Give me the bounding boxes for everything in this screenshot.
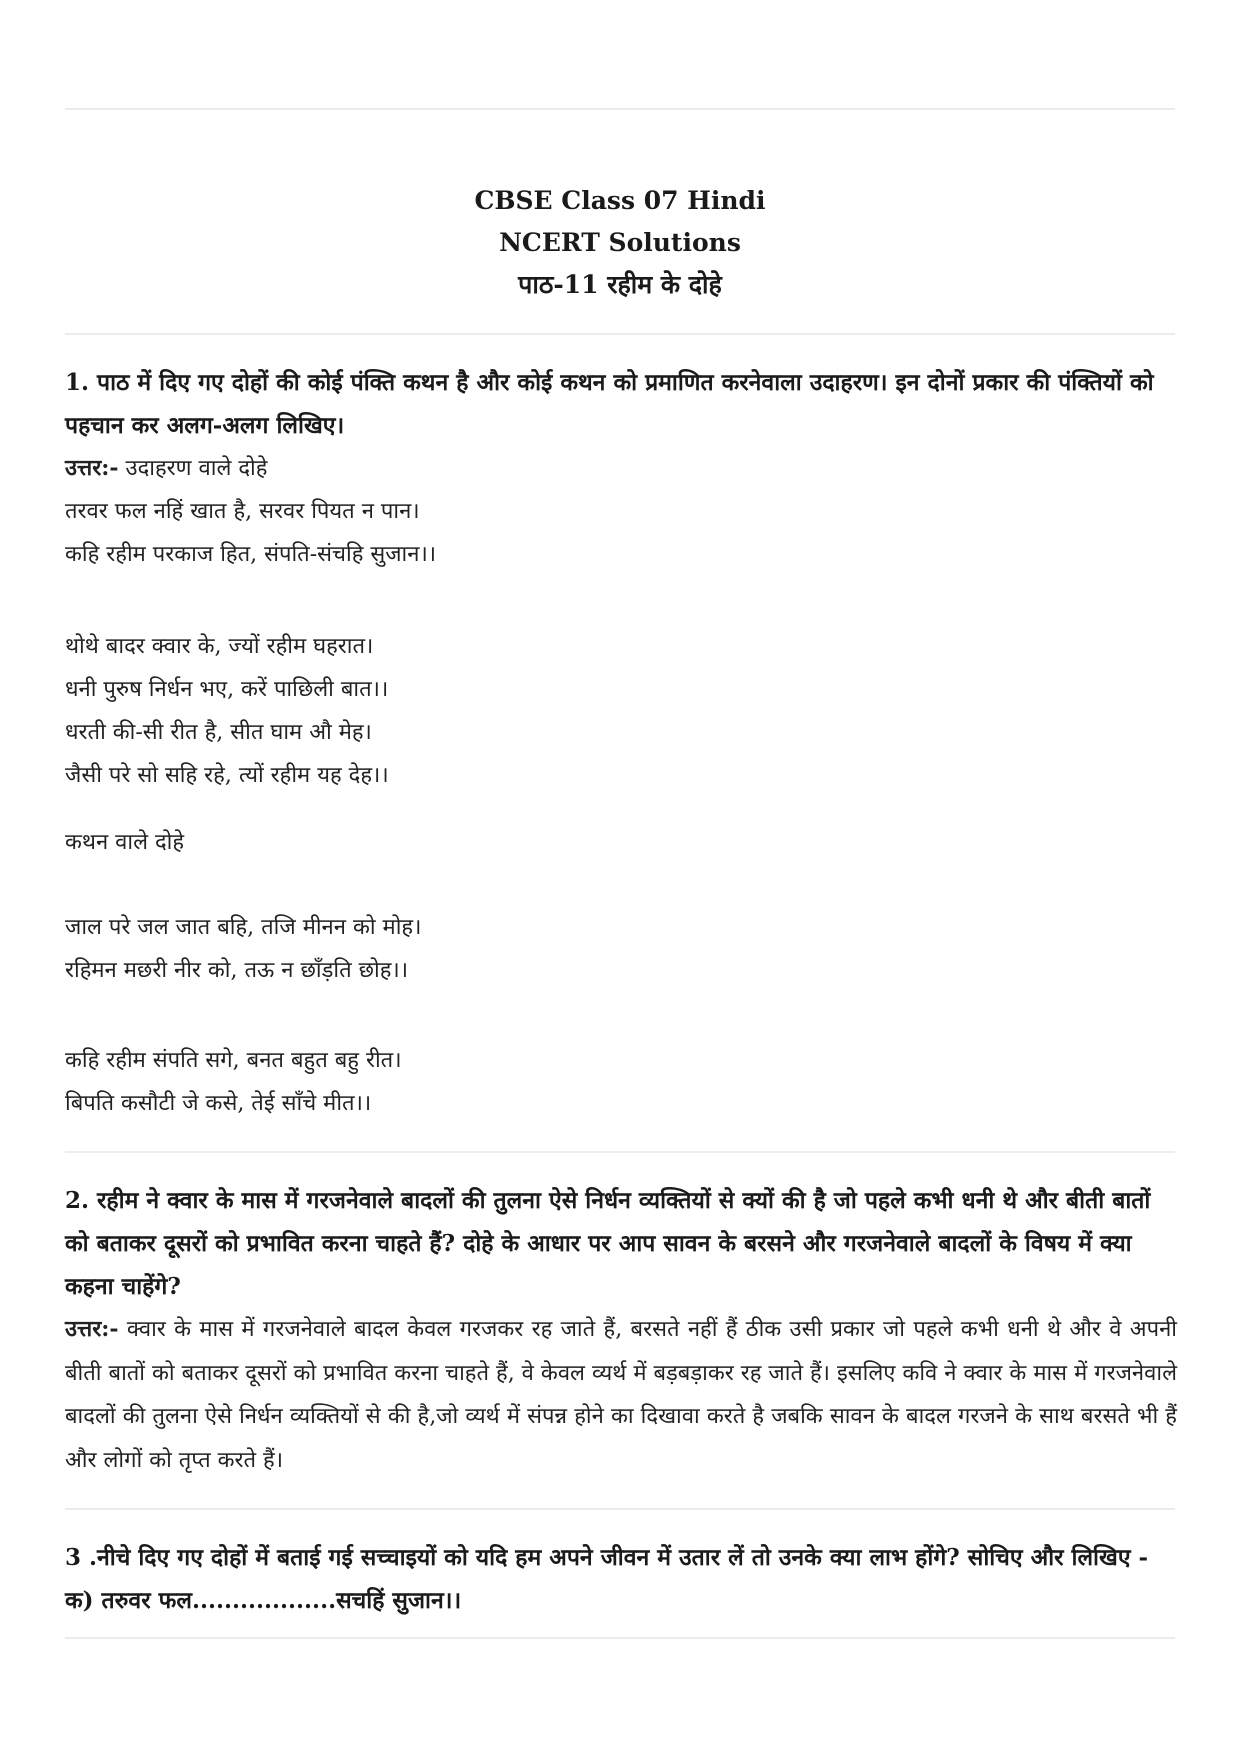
verse-line: थोथे बादर क्वार के, ज्यों रहीम घहरात। (65, 634, 374, 659)
verse-line: रहिमन मछरी नीर को, तऊ न छाँड़ति छोह।। (65, 958, 409, 983)
statement-couplets-a (65, 906, 1177, 992)
divider (65, 333, 1175, 335)
verse-line: बिपति कसौटी जे कसे, तेई साँचे मीत।। (65, 1091, 372, 1116)
answer-2 (65, 1308, 1177, 1482)
verse-line: कहि रहीम परकाज हित, संपति-संचहि सुजान।। (65, 542, 437, 567)
header-subtitle: NCERT Solutions (499, 228, 741, 257)
header-title: CBSE Class 07 Hindi (474, 186, 766, 215)
statement-heading: कथन वाले दोहे (65, 830, 185, 855)
divider (65, 1151, 1175, 1153)
question-1-section (65, 361, 1177, 576)
question-1-text: 1. पाठ में दिए गए दोहों की कोई पंक्ति कथन है और कोई कथन को प्रमाणित करनेवाला उदाहरण। इन दोनों प्रकार की पंक्तियों को पहचान कर अलग-अलग लिखिए। (65, 369, 1154, 439)
divider (65, 1637, 1175, 1639)
divider (65, 108, 1175, 110)
verse-line: धरती की-सी रीत है, सीत घाम औ मेह। (65, 720, 372, 745)
answer-1-intro-text: उदाहरण वाले दोहे (118, 456, 268, 481)
answer-label: उत्तर:- (65, 455, 119, 481)
answer-2-text: क्वार के मास में गरजनेवाले बादल केवल गरजकर रह जाते हैं, बरसते नहीं हैं ठीक उसी प्रकार जो पहले कभी धनी थे और वे अपनी बीती बातों को बताकर दूसरों को प्रभावित करना चाहते हैं, वे केवल व्यर्थ में बड़बड़ाकर रह जाते हैं। इसलिए कवि ने क्वार के मास में गरजनेवाले बादलों की तुलना ऐसे निर्धन व्यक्तियों से की है,जो व्यर्थ में संपन्न होने का दिखावा करते है जबकि सावन के बादल गरजने के साथ बरसते भी हैं और लोगों को तृप्त करते हैं। (65, 1317, 1177, 1473)
chapter-title: पाठ-11 रहीम के दोहे (518, 270, 722, 299)
verse-line: कहि रहीम संपति सगे, बनत बहुत बहु रीत। (65, 1048, 402, 1073)
statement-couplets-b (65, 1039, 1177, 1125)
question-2-text: 2. रहीम ने क्वार के मास में गरजनेवाले बादलों की तुलना ऐसे निर्धन व्यक्तियों से क्यों की है जो पहले कभी धनी थे और बीती बातों को बताकर दूसरों को प्रभावित करना चाहते हैं? दोहे के आधार पर आप सावन के बरसने और गरजनेवाले बादलों के विषय में क्या कहना चाहेंगे? (65, 1187, 1151, 1300)
question-3-section (65, 1536, 1177, 1622)
verse-line: जाल परे जल जात बहि, तजि मीनन को मोह। (65, 915, 422, 940)
verse-line: जैसी परे सो सहि रहे, त्यों रहीम यह देह।। (65, 763, 389, 788)
statement-heading-block (65, 821, 1177, 864)
question-2-section (65, 1179, 1177, 1482)
answer-label: उत्तर:- (65, 1316, 119, 1342)
question-3-subpart: क) तरुवर फल..................सचहिं सुजान।। (65, 1587, 462, 1614)
example-couplets-b (65, 625, 1177, 797)
answer-1-intro (65, 447, 1177, 490)
verse-line: तरवर फल नहिं खात है, सरवर पियत न पान। (65, 499, 420, 524)
page-header (0, 180, 1240, 306)
divider (65, 1508, 1175, 1510)
verse-line: धनी पुरुष निर्धन भए, करें पाछिली बात।। (65, 677, 389, 702)
question-3-text: 3 .नीचे दिए गए दोहों में बताई गई सच्चाइयों को यदि हम अपने जीवन में उतार लें तो उनके क्या लाभ होंगे? सोचिए और लिखिए - (65, 1544, 1149, 1571)
